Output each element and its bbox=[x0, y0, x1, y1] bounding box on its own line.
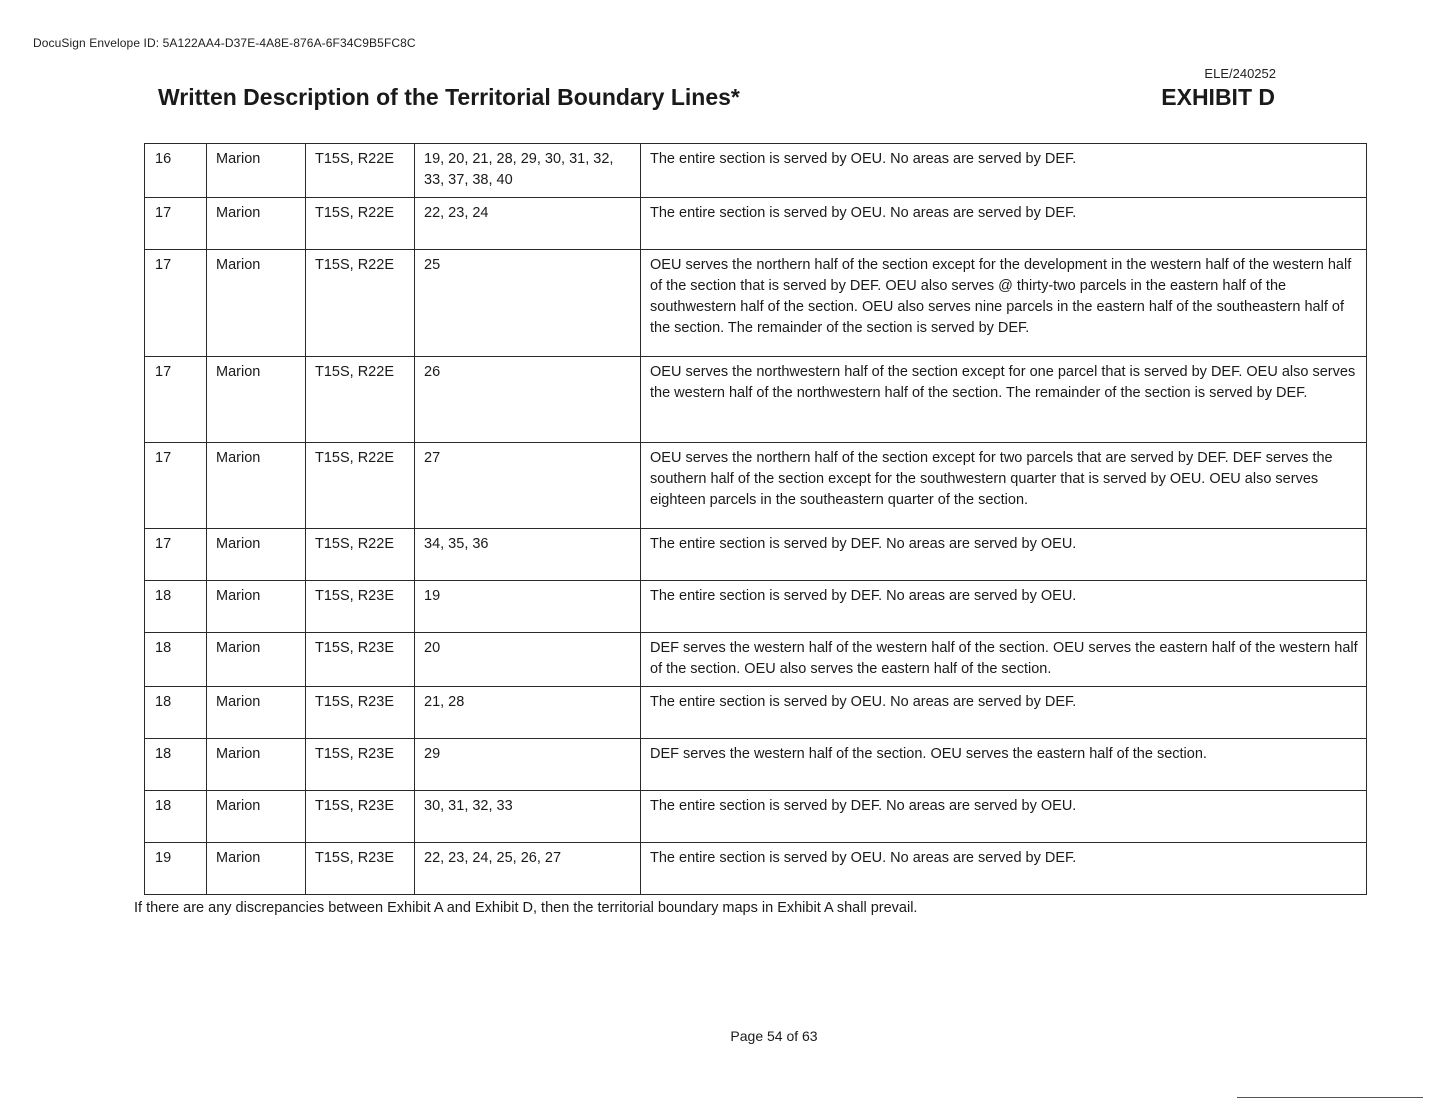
docket-number: ELE/240252 bbox=[1204, 66, 1276, 81]
description-cell: The entire section is served by OEU. No areas are served by DEF. bbox=[641, 198, 1367, 250]
sections-cell: 19, 20, 21, 28, 29, 30, 31, 32, 33, 37, 38, 40 bbox=[415, 144, 641, 198]
county-cell: Marion bbox=[207, 443, 306, 529]
sections-cell: 21, 28 bbox=[415, 687, 641, 739]
sections-cell: 34, 35, 36 bbox=[415, 529, 641, 581]
page-cell: 19 bbox=[145, 843, 207, 895]
boundary-table bbox=[144, 143, 1367, 895]
description-cell: The entire section is served by DEF. No areas are served by OEU. bbox=[641, 529, 1367, 581]
township-range-cell: T15S, R23E bbox=[306, 843, 415, 895]
description-cell: DEF serves the western half of the western half of the section. OEU serves the eastern half of the western half of the section. OEU also serves the eastern half of the section. bbox=[641, 633, 1367, 687]
page-cell: 18 bbox=[145, 791, 207, 843]
county-cell: Marion bbox=[207, 633, 306, 687]
county-cell: Marion bbox=[207, 687, 306, 739]
page-title: Written Description of the Territorial Boundary Lines* bbox=[158, 84, 740, 110]
exhibit-label: EXHIBIT D bbox=[1161, 84, 1275, 110]
margin-rule bbox=[1237, 1097, 1423, 1098]
township-range-cell: T15S, R22E bbox=[306, 198, 415, 250]
table-row bbox=[145, 739, 1367, 791]
county-cell: Marion bbox=[207, 529, 306, 581]
table-row bbox=[145, 843, 1367, 895]
county-cell: Marion bbox=[207, 581, 306, 633]
page-cell: 17 bbox=[145, 443, 207, 529]
table-row bbox=[145, 198, 1367, 250]
description-cell: OEU serves the northwestern half of the section except for one parcel that is served by DEF. OEU also serves the western half of the northwestern half of the section. The remainder of the section is served by DEF. bbox=[641, 357, 1367, 443]
township-range-cell: T15S, R23E bbox=[306, 739, 415, 791]
sections-cell: 25 bbox=[415, 250, 641, 357]
table-row bbox=[145, 687, 1367, 739]
page-cell: 17 bbox=[145, 250, 207, 357]
county-cell: Marion bbox=[207, 843, 306, 895]
township-range-cell: T15S, R22E bbox=[306, 357, 415, 443]
township-range-cell: T15S, R23E bbox=[306, 687, 415, 739]
township-range-cell: T15S, R22E bbox=[306, 443, 415, 529]
page-cell: 17 bbox=[145, 529, 207, 581]
table-row bbox=[145, 250, 1367, 357]
page-cell: 18 bbox=[145, 581, 207, 633]
sections-cell: 29 bbox=[415, 739, 641, 791]
footnote: If there are any discrepancies between Exhibit A and Exhibit D, then the territorial boundary maps in Exhibit A shall prevail. bbox=[134, 900, 918, 916]
page-number: Page 54 of 63 bbox=[730, 1028, 818, 1044]
county-cell: Marion bbox=[207, 144, 306, 198]
sections-cell: 27 bbox=[415, 443, 641, 529]
page-cell: 16 bbox=[145, 144, 207, 198]
township-range-cell: T15S, R23E bbox=[306, 633, 415, 687]
sections-cell: 20 bbox=[415, 633, 641, 687]
envelope-id: DocuSign Envelope ID: 5A122AA4-D37E-4A8E-876A-6F34C9B5FC8C bbox=[33, 36, 416, 50]
description-cell: The entire section is served by OEU. No areas are served by DEF. bbox=[641, 144, 1367, 198]
page-cell: 17 bbox=[145, 198, 207, 250]
county-cell: Marion bbox=[207, 250, 306, 357]
page-cell: 18 bbox=[145, 687, 207, 739]
sections-cell: 19 bbox=[415, 581, 641, 633]
township-range-cell: T15S, R22E bbox=[306, 250, 415, 357]
sections-cell: 30, 31, 32, 33 bbox=[415, 791, 641, 843]
description-cell: OEU serves the northern half of the section except for two parcels that are served by DEF. DEF serves the southern half of the section except for the southwestern quarter that is served by OEU. OEU also serves eighteen parcels in the southeastern quarter of the section. bbox=[641, 443, 1367, 529]
description-cell: The entire section is served by DEF. No areas are served by OEU. bbox=[641, 581, 1367, 633]
table-row bbox=[145, 529, 1367, 581]
table-row bbox=[145, 633, 1367, 687]
table-row bbox=[145, 357, 1367, 443]
page-cell: 18 bbox=[145, 739, 207, 791]
table-row bbox=[145, 581, 1367, 633]
description-cell: The entire section is served by OEU. No areas are served by DEF. bbox=[641, 687, 1367, 739]
description-cell: OEU serves the northern half of the section except for the development in the western half of the western half of the section that is served by DEF. OEU also serves @ thirty-two parcels in the eastern half of the southwestern half of the section. OEU also serves nine parcels in the eastern half of the southeastern half of the section. The remainder of the section is served by DEF. bbox=[641, 250, 1367, 357]
township-range-cell: T15S, R23E bbox=[306, 581, 415, 633]
table-row bbox=[145, 144, 1367, 198]
sections-cell: 22, 23, 24 bbox=[415, 198, 641, 250]
county-cell: Marion bbox=[207, 791, 306, 843]
county-cell: Marion bbox=[207, 739, 306, 791]
county-cell: Marion bbox=[207, 198, 306, 250]
page-cell: 17 bbox=[145, 357, 207, 443]
table-row bbox=[145, 791, 1367, 843]
description-cell: DEF serves the western half of the section. OEU serves the eastern half of the section. bbox=[641, 739, 1367, 791]
sections-cell: 26 bbox=[415, 357, 641, 443]
description-cell: The entire section is served by OEU. No areas are served by DEF. bbox=[641, 843, 1367, 895]
table-row bbox=[145, 443, 1367, 529]
township-range-cell: T15S, R23E bbox=[306, 791, 415, 843]
description-cell: The entire section is served by DEF. No areas are served by OEU. bbox=[641, 791, 1367, 843]
county-cell: Marion bbox=[207, 357, 306, 443]
township-range-cell: T15S, R22E bbox=[306, 529, 415, 581]
page-cell: 18 bbox=[145, 633, 207, 687]
township-range-cell: T15S, R22E bbox=[306, 144, 415, 198]
sections-cell: 22, 23, 24, 25, 26, 27 bbox=[415, 843, 641, 895]
